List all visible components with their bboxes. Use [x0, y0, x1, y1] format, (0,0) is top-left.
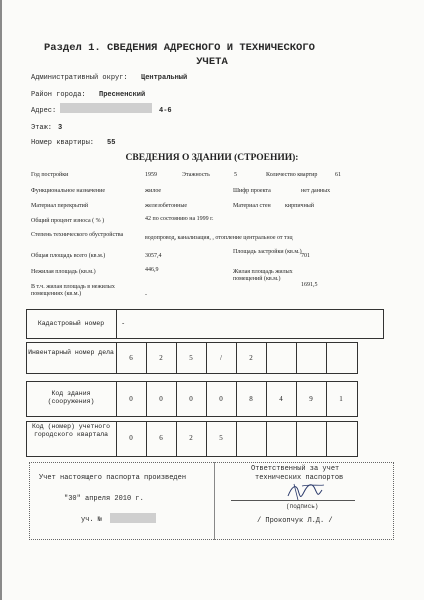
- responsible-text: Ответственный за учет: [251, 465, 340, 473]
- scan-edge: [0, 0, 2, 600]
- res-area-label: Жилая площадь жилых помещений (кв.м.): [233, 269, 293, 282]
- block-code-digit: 5: [219, 434, 223, 442]
- nonres-area-label: Нежилая площадь (кв.м.): [31, 269, 96, 275]
- inventory-digit: 2: [159, 354, 163, 362]
- registration-date: "30" апреля 2010 г.: [64, 495, 144, 503]
- section-title: Раздел 1. СВЕДЕНИЯ АДРЕСНОГО И ТЕХНИЧЕСКОГО: [44, 42, 315, 54]
- redacted-street: [60, 103, 152, 113]
- account-label: уч. №: [81, 516, 103, 524]
- wear-value: 42 по состоянию на 1999 г.: [145, 216, 214, 222]
- nonres-area-value: 446,9: [145, 267, 159, 273]
- utilities-label: Степень технического обустройства: [31, 232, 124, 238]
- block-code-digit: 6: [159, 434, 163, 442]
- section-title-cont: УЧЕТА: [196, 56, 228, 68]
- year-value: 1959: [145, 172, 157, 178]
- cadastral-label: Кадастровый номер: [37, 320, 105, 327]
- signer-name: / Прокопчук Л.Д. /: [257, 517, 333, 525]
- building-code-digit: 0: [129, 395, 133, 403]
- cadastral-value: -: [122, 319, 125, 327]
- redacted-account-number: [110, 513, 156, 523]
- apartments-label: Количество квартир: [266, 172, 318, 178]
- floors-material-value: железобетонные: [145, 203, 188, 209]
- inventory-label: Инвентарный номер дела: [28, 349, 114, 356]
- block-code-digit: 0: [129, 434, 133, 442]
- area-value: Пресненский: [99, 91, 146, 99]
- inventory-digit: 2: [249, 354, 253, 362]
- walls-label: Материал стен: [233, 203, 271, 209]
- responsible-text-cont: технических паспортов: [255, 474, 344, 482]
- signature-line: [231, 500, 355, 501]
- purpose-label: Функциональное назначение: [31, 188, 106, 194]
- project-value: нет данных: [301, 188, 331, 194]
- district-label: Административный округ:: [31, 74, 128, 82]
- registration-text: Учет настоящего паспорта произведен: [39, 474, 187, 482]
- year-label: Год постройки: [31, 172, 69, 178]
- building-code-digit: 8: [249, 395, 253, 403]
- building-code-digit: 0: [159, 395, 163, 403]
- block-code-label: Код (номер) учетного городского квартала: [31, 423, 110, 438]
- apartments-value: 61: [335, 172, 341, 178]
- floors-value: 5: [234, 172, 237, 178]
- floor-label: Этаж:: [31, 124, 53, 132]
- area-label: Район города:: [31, 91, 86, 99]
- res-area-value: 1691,5: [301, 282, 318, 288]
- district-value: Центральный: [141, 74, 188, 82]
- block-code-digit: 2: [189, 434, 193, 442]
- building-code-digit: 9: [309, 395, 313, 403]
- wear-label: Общий процент износа ( % ): [31, 218, 105, 224]
- total-area-label: Общая площадь всего (кв.м.): [31, 253, 106, 259]
- purpose-value: жилое: [145, 188, 162, 194]
- res-in-nonres-label: В т.ч. жилая площадь в нежилых помещениях (кв.м.): [31, 284, 115, 297]
- utilities-value: водопровод, канализация, , отопление центральное от тэц: [145, 235, 293, 241]
- walls-value: кирпичный: [285, 203, 315, 209]
- res-in-nonres-value: -: [145, 292, 147, 298]
- total-area-value: 3057,4: [145, 253, 162, 259]
- inventory-digit: 6: [129, 354, 133, 362]
- building-code-digit: 0: [189, 395, 193, 403]
- inventory-digit: /: [220, 354, 222, 362]
- apartment-label: Номер квартиры:: [31, 139, 95, 147]
- building-code-digit: 0: [219, 395, 223, 403]
- apartment-value: 55: [107, 139, 116, 147]
- project-label: Шифр проекта: [233, 188, 271, 194]
- floor-value: 3: [58, 124, 63, 132]
- signature-caption: (подпись): [286, 503, 319, 510]
- building-code-label: Код здания (сооружения): [47, 390, 95, 405]
- building-heading: СВЕДЕНИЯ О ЗДАНИИ (СТРОЕНИИ):: [125, 153, 299, 163]
- built-area-value: 701: [301, 253, 310, 259]
- built-area-label: Площадь застройки (кв.м.): [233, 249, 302, 255]
- address-label: Адрес:: [31, 107, 57, 115]
- inventory-digit: 5: [189, 354, 193, 362]
- floors-material-label: Материал перекрытий: [31, 203, 89, 209]
- building-code-digit: 4: [279, 395, 283, 403]
- address-value: 4-6: [159, 107, 172, 115]
- building-code-digit: 1: [339, 395, 343, 403]
- floors-label: Этажность: [182, 172, 210, 178]
